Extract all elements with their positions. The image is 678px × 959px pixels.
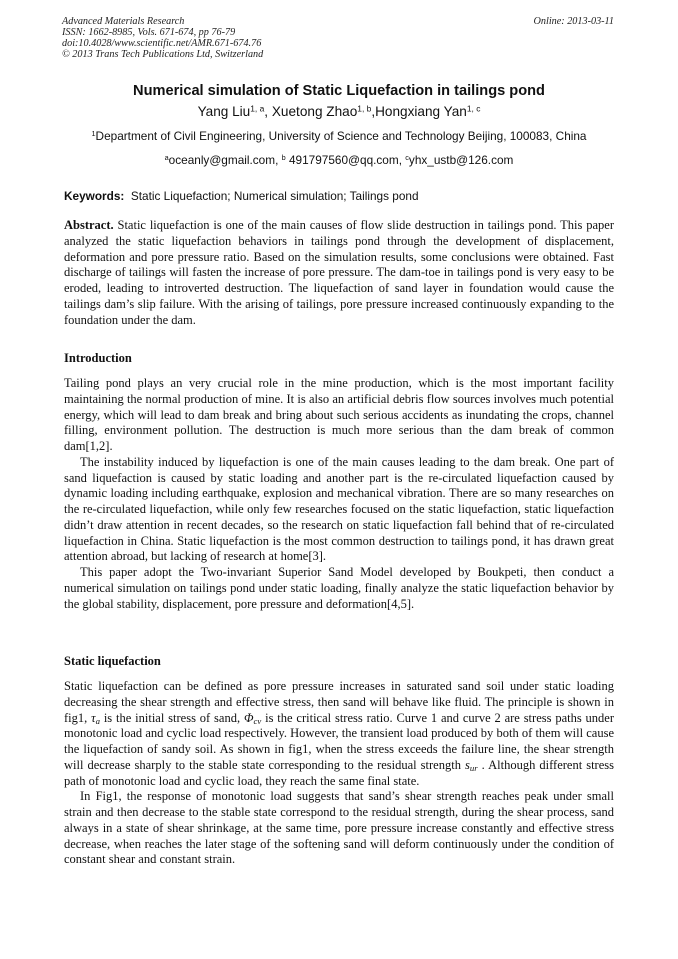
- email-sup: a: [164, 152, 169, 162]
- abstract: [64, 218, 614, 328]
- author-name: Hongxiang Yan: [375, 104, 467, 119]
- static-liquefaction-body: [64, 679, 614, 868]
- author-name: Xuetong Zhao: [271, 104, 358, 119]
- email-address: yhx_ustb@126.com: [408, 153, 514, 167]
- section-heading-introduction: Introduction: [64, 351, 132, 365]
- email-address: 491797560@qq.com: [285, 153, 399, 167]
- affiliation-text: Department of Civil Engineering, University of Science and Technology Beijing, 100083, China: [95, 129, 587, 143]
- author-sep: ,: [371, 104, 376, 119]
- journal-issn: ISSN: 1662-8985, Vols. 671-674, pp 76-79: [62, 27, 236, 38]
- email-address: oceanly@gmail.com: [168, 153, 276, 167]
- affiliation: [40, 129, 638, 144]
- text-run: is the initial stress of sand,: [99, 710, 244, 725]
- math-tau: [91, 711, 100, 725]
- math-s: [465, 758, 478, 772]
- paragraph: [64, 679, 614, 789]
- paper-title: Numerical simulation of Static Liquefaction in tailings pond: [133, 83, 545, 99]
- journal-doi: doi:10.4028/www.scientific.net/AMR.671-674.76: [62, 38, 262, 49]
- paragraph: In Fig1, the response of monotonic load suggests that sand’s shear strength reaches peak under small strain and then decrease to the stable state correspond to the residual strength, during the shear process, sand always in a state of shear shrinkage, at the same time, pore pressure increase constantly and effective stress decrease, when reaches the later stage of the softening sand will deform continuously under the condition of constant shear and constant strain.: [64, 789, 614, 867]
- online-date: Online: 2013-03-11: [533, 16, 614, 27]
- paragraph: The instability induced by liquefaction is one of the main causes leading to the dam break. One part of sand liquefaction is caused by static loading and another part is the re-circulated liquefaction caused by dynamic loading including earthquake, explosion and mechanical vibration. There are so many researches on the re-circulated liquefaction, while only few researches focused on the static liquefaction, static liquefaction didn’t draw attention in recent decades, so the research on static liquefaction fall behind that of re-circulated liquefaction in China. Static liquefaction is the most common destruction to tailings pond, it has drawn great attention abroad, but lacking of research at home[3].: [64, 454, 614, 564]
- keywords: [64, 189, 614, 203]
- text-run: Static liquefaction can be defined as pore pressure increases in saturated sand soil under static loading decreasing the shear strength and effective stress, then sand will behave like fluid. The principle is shown in fig1,: [64, 679, 614, 725]
- math-symbol: Φ: [243, 710, 254, 725]
- journal-name: Advanced Materials Research: [62, 16, 185, 27]
- math-symbol: τ: [91, 710, 96, 725]
- section-heading-static-liquefaction: Static liquefaction: [64, 654, 161, 668]
- author-sup: 1, b: [357, 103, 372, 114]
- abstract-text: Static liquefaction is one of the main causes of flow slide destruction in tailings pond. This paper analyzed the static liquefaction behaviors in tailings pond through the development of displacement, deformation and pore pressure ratio. Based on the simulation results, some conclusions were obtained. Fast discharge of tailings will fasten the increase of pore pressure. The dam-toe in tailings pond is very easy to be eroded, leading to introverted destruction. The liquefaction of sand layer in foundation would cause the tailings dam’s slip failure. With the arising of tailings, pore pressure increased continuously expanding to the foundation under the dam.: [64, 218, 614, 327]
- journal-header: [62, 16, 263, 60]
- text-run: . Although different stress path of monotonic load and cyclic load, they reach the same final state.: [64, 757, 614, 788]
- email-list: [40, 153, 638, 168]
- author-name: Yang Liu: [197, 104, 251, 119]
- keywords-text: Static Liquefaction; Numerical simulation; Tailings pond: [124, 189, 419, 203]
- journal-copyright: © 2013 Trans Tech Publications Ltd, Switzerland: [62, 49, 264, 60]
- author-list: [40, 103, 638, 121]
- math-phi: [244, 711, 261, 725]
- abstract-label: Abstract.: [64, 218, 114, 232]
- title-block: [40, 82, 638, 168]
- email-sep: ,: [398, 153, 406, 167]
- math-subscript: a: [95, 715, 100, 726]
- math-symbol: s: [464, 757, 470, 772]
- email-sup: b: [281, 152, 286, 162]
- math-subscript: cv: [253, 715, 262, 726]
- author-sup: 1, c: [466, 103, 481, 114]
- text-run: is the critical stress ratio. Curve 1 and curve 2 are stress paths under monotonic load and cyclic load respectively. However, the transient load produced by both of them will cause the liquefaction of sandy soil. As shown in fig1, when the stress exceeds the failure line, the shear strength will decrease sharply to the stable state corresponding to the residual strength: [64, 710, 615, 772]
- introduction-body: [64, 376, 614, 612]
- paragraph: Tailing pond plays an very crucial role in the mine production, which is the most important facility maintaining the normal production of mine. It is also an artificial debris flow sources involves much potential energy, which will lead to dam break and bring about such serious accidents as inundating the crops, channel filling, environment pollution. The destruction is much more serious than the dam break of common dam[1,2].: [64, 376, 614, 453]
- author-sep: ,: [264, 104, 272, 119]
- math-subscript: ur: [469, 762, 478, 773]
- keywords-label: Keywords:: [64, 189, 125, 203]
- paragraph: This paper adopt the Two-invariant Superior Sand Model developed by Boukpeti, then conduct a numerical simulation on tailings pond under static loading, finally analyze the static liquefaction behavior by the global stability, displacement, pore pressure and deformation[4,5].: [64, 565, 614, 611]
- email-sup: c: [405, 152, 409, 162]
- email-sep: ,: [275, 153, 282, 167]
- author-sup: 1, a: [250, 103, 265, 114]
- affiliation-sup: 1: [91, 128, 96, 138]
